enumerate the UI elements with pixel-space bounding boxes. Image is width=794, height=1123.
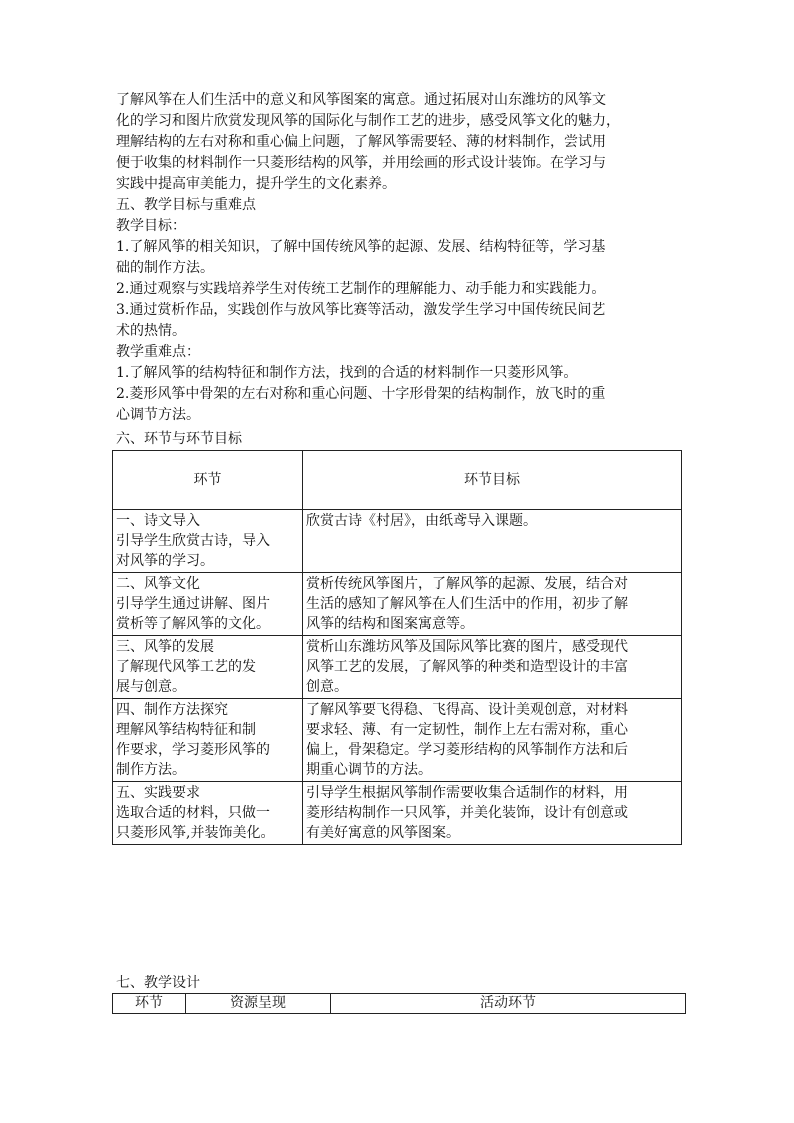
section6-title: 六、环节与环节目标 xyxy=(116,431,242,447)
table-row xyxy=(113,636,682,699)
stage-cell xyxy=(113,636,303,699)
goal-line: 3.通过赏析作品，实践创作与放风筝比赛等活动，激发学生学习中国传统民间艺 xyxy=(116,302,606,318)
header-stage: 环节 xyxy=(113,994,186,1014)
key-line: 1.了解风筝的结构特征和制作方法，找到的合适的材料制作一只菱形风筝。 xyxy=(116,365,578,381)
table-row xyxy=(113,573,682,636)
intro-paragraph xyxy=(116,90,686,195)
goal-text: 要求轻、薄、有一定韧性，制作上左右需对称，重心 xyxy=(306,722,628,738)
stage-text: 引导学生通过讲解、图片 xyxy=(116,596,270,612)
stage-text: 四、制作方法探究 xyxy=(116,702,228,718)
stage-text: 展与创意。 xyxy=(116,679,186,695)
header-stage: 环节 xyxy=(113,451,303,510)
stage-text: 赏析等了解风筝的文化。 xyxy=(116,616,270,632)
stage-text: 理解风筝结构特征和制 xyxy=(116,722,256,738)
goal-text: 了解风筝要飞得稳、飞得高、设计美观创意，对材料 xyxy=(306,702,628,718)
stage-text: 五、实践要求 xyxy=(116,785,200,801)
key-line: 2.菱形风筝中骨架的左右对称和重心问题、十字形骨架的结构制作，放飞时的重 xyxy=(116,386,606,402)
goal-text: 期重心调节的方法。 xyxy=(306,762,432,778)
goal-line: 础的制作方法。 xyxy=(116,260,214,276)
intro-line: 实践中提高审美能力，提升学生的文化素养。 xyxy=(116,176,396,192)
stage-text: 二、风筝文化 xyxy=(116,576,200,592)
header-resources: 资源呈现 xyxy=(186,994,331,1014)
goal-text: 风筝工艺的发展，了解风筝的种类和造型设计的丰富 xyxy=(306,659,628,675)
stage-text: 对风筝的学习。 xyxy=(116,553,214,569)
goal-text: 赏析山东潍坊风筝及国际风筝比赛的图片，感受现代 xyxy=(306,639,628,655)
stage-text: 只菱形风筝,并装饰美化。 xyxy=(116,825,275,841)
section5-title: 五、教学目标与重难点 xyxy=(116,197,256,213)
goal-line: 术的热情。 xyxy=(116,323,186,339)
stage-text: 选取合适的材料，只做一 xyxy=(116,805,270,821)
stage-goals-table xyxy=(112,450,682,845)
stage-text: 一、诗文导入 xyxy=(116,513,200,529)
stage-cell xyxy=(113,699,303,782)
stage-text: 制作方法。 xyxy=(116,762,186,778)
table-row xyxy=(113,782,682,845)
key-line: 心调节方法。 xyxy=(116,407,200,423)
table-header-row xyxy=(113,994,686,1014)
section5 xyxy=(116,195,686,426)
goal-cell xyxy=(303,636,682,699)
goal-text: 欣赏古诗《村居》，由纸鸢导入课题。 xyxy=(306,513,537,529)
intro-line: 了解风筝在人们生活中的意义和风筝图案的寓意。通过拓展对山东潍坊的风筝文 xyxy=(116,92,606,108)
header-activities: 活动环节 xyxy=(331,994,686,1014)
stage-text: 引导学生欣赏古诗，导入 xyxy=(116,533,270,549)
teaching-design-table xyxy=(112,993,686,1014)
key-label: 教学重难点： xyxy=(116,344,200,360)
table-row xyxy=(113,510,682,573)
intro-line: 便于收集的材料制作一只菱形结构的风筝，并用绘画的形式设计装饰。在学习与 xyxy=(116,155,606,171)
stage-cell xyxy=(113,573,303,636)
intro-line: 化的学习和图片欣赏发现风筝的国际化与制作工艺的进步，感受风筝文化的魅力， xyxy=(116,113,620,129)
stage-text: 三、风筝的发展 xyxy=(116,639,214,655)
header-goal: 环节目标 xyxy=(303,451,682,510)
table-header-row xyxy=(113,451,682,510)
goal-cell xyxy=(303,573,682,636)
goal-text: 生活的感知了解风筝在人们生活中的作用，初步了解 xyxy=(306,596,628,612)
intro-line: 理解结构的左右对称和重心偏上问题，了解风筝需要轻、薄的材料制作，尝试用 xyxy=(116,134,606,150)
goal-text: 偏上，骨架稳定。学习菱形结构的风筝制作方法和后 xyxy=(306,742,628,758)
goal-cell xyxy=(303,699,682,782)
goal-cell xyxy=(303,782,682,845)
goal-text: 菱形结构制作一只风筝，并美化装饰，设计有创意或 xyxy=(306,805,628,821)
stage-cell xyxy=(113,510,303,573)
table-row xyxy=(113,699,682,782)
goal-text: 创意。 xyxy=(306,679,348,695)
goal-line: 2.通过观察与实践培养学生对传统工艺制作的理解能力、动手能力和实践能力。 xyxy=(116,281,606,297)
goal-text: 赏析传统风筝图片，了解风筝的起源、发展，结合对 xyxy=(306,576,628,592)
stage-text: 了解现代风筝工艺的发 xyxy=(116,659,256,675)
goal-text: 引导学生根据风筝制作需要收集合适制作的材料，用 xyxy=(306,785,628,801)
stage-cell xyxy=(113,782,303,845)
goal-text: 有美好寓意的风筝图案。 xyxy=(306,825,460,841)
goal-text: 风筝的结构和图案寓意等。 xyxy=(306,616,474,632)
goals-label: 教学目标： xyxy=(116,218,186,234)
section7-title: 七、教学设计 xyxy=(116,975,200,991)
goal-line: 1.了解风筝的相关知识，了解中国传统风筝的起源、发展、结构特征等，学习基 xyxy=(116,239,606,255)
goal-cell xyxy=(303,510,682,573)
stage-text: 作要求，学习菱形风筝的 xyxy=(116,742,270,758)
